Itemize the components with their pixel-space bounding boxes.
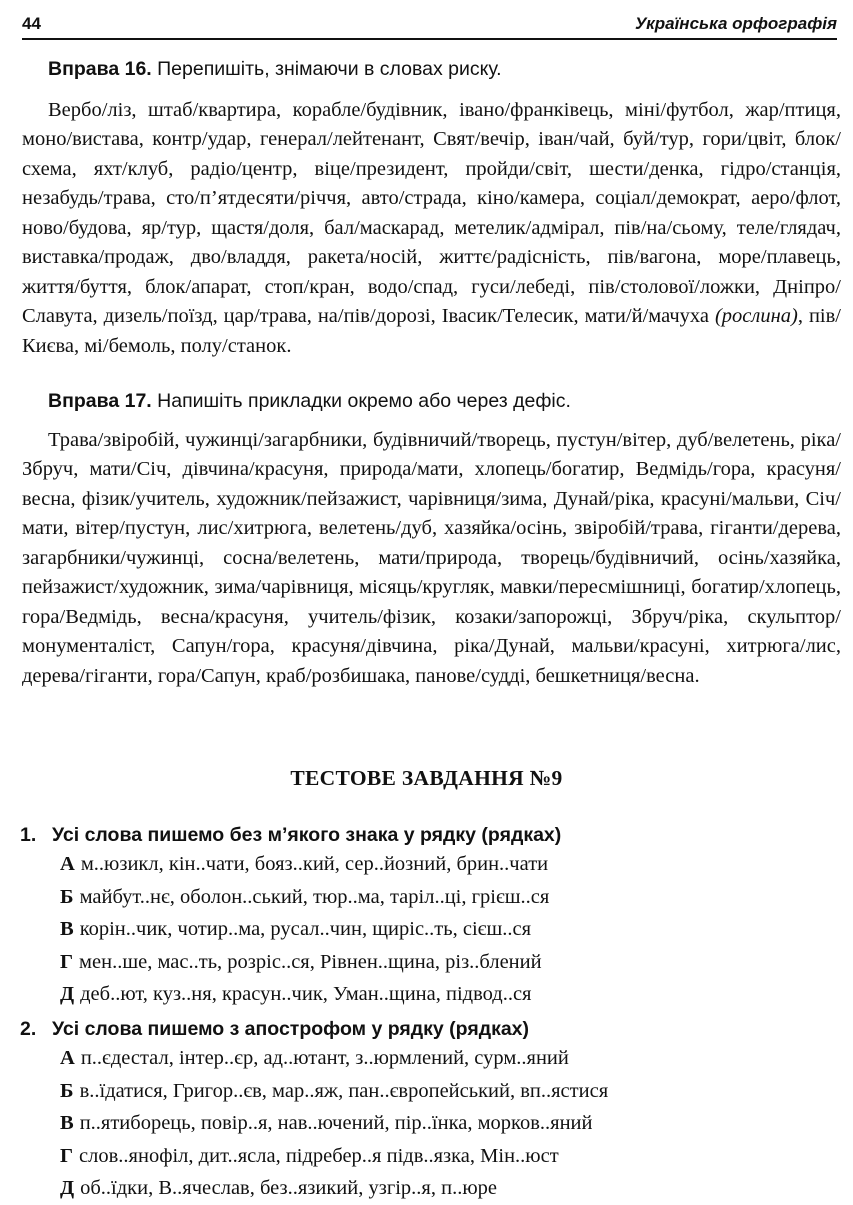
exercise-16-tail: , пів/Києва, мі/бемоль, полу/станок.: [22, 305, 841, 357]
exercise-17-label: Вправа 17.: [48, 390, 152, 412]
question-2-title: [20, 1016, 841, 1042]
option-letter: А: [60, 1047, 75, 1069]
option-letter: В: [60, 1112, 74, 1134]
exercise-17-instruction: Напишіть прикладки окремо або через дефіс.: [157, 390, 571, 412]
question-1-option-a: [60, 848, 841, 881]
test-title: ТЕСТОВЕ ЗАВДАННЯ №9: [290, 766, 563, 790]
option-text: об..їдки, В..ячеслав, без..язикий, узгір..я, п..юре: [80, 1177, 497, 1199]
page-number: 44: [22, 14, 41, 33]
option-letter: Б: [60, 885, 74, 908]
exercise-16-label: Вправа 16.: [48, 58, 152, 80]
test-question-1: [20, 822, 841, 1011]
option-text: мен..ше, мас..ть, розріс..ся, Рівнен..щина, різ..блений: [79, 950, 542, 973]
question-2-text: Усі слова пишемо з апострофом у рядку (рядках): [52, 1018, 530, 1040]
option-text: деб..ют, куз..ня, красун..чик, Уман..щина, підвод..ся: [80, 983, 532, 1005]
option-letter: А: [60, 853, 75, 875]
exercise-16-words: Вербо/ліз, штаб/квартира, корабле/будівник, івано/франківець, міні/футбол, жар/птиця, моно/вистава, контр/удар, генерал/лейтенант, Свят/вечір, іван/чай, буй/тур, гори/цвіт, блок/схема, яхт/клуб, радіо/центр, віце/президент, пройди/світ, шести/денка, гідро/станція, незабудь/трава, сто/п’ятдесяти/річчя, авто/страда, кіно/камера, соціал/демократ, аеро/флот, ново/будова, яр/тур, щастя/доля, бал/маскарад, метелик/адмірал, пів/на/сьому, теле/глядач, виставка/продаж, дво/владдя, ракета/носій, життє/радісність, пів/вагона, море/плавець, життя/буття, блок/апарат, стоп/кран, водо/спад, гуси/лебеді, пів/столової/ложки, Дніпро/Славута, дизель/поїзд, цар/трава, на/пів/дорозі, Івасик/Телесик, мати/й/мачуха: [22, 98, 841, 327]
question-2-option-d: [60, 1140, 841, 1173]
exercise-16-note: (рослина): [714, 305, 798, 327]
option-letter: Г: [60, 1144, 74, 1167]
exercise-16-text: [22, 96, 841, 362]
option-letter: Д: [60, 983, 75, 1005]
question-1-option-b: [60, 881, 841, 914]
option-letter: В: [60, 918, 74, 940]
option-text: м..юзикл, кін..чати, бояз..кий, сер..йозний, брин..чати: [80, 853, 549, 875]
exercise-17-text: [22, 426, 841, 692]
question-2-option-c: [60, 1107, 841, 1140]
question-1-title: [20, 822, 841, 848]
option-letter: Б: [60, 1079, 74, 1102]
option-text: п..ятиборець, повір..я, нав..ючений, пір..їнка, морков..яний: [79, 1112, 593, 1134]
running-title: Українська орфографія: [635, 14, 837, 33]
option-text: корін..чик, чотир..ма, русал..чин, щиріс..ть, сієш..ся: [79, 918, 532, 940]
question-1-option-e: [60, 978, 841, 1011]
option-letter: Д: [60, 1177, 75, 1199]
option-text: слов..янофіл, дит..ясла, підребер..я підв..язка, Мін..юст: [79, 1144, 559, 1167]
question-2-option-b: [60, 1075, 841, 1108]
option-letter: Г: [60, 950, 74, 973]
exercise-16-heading: [48, 56, 833, 82]
exercise-17-heading: [48, 388, 833, 414]
question-2-number: 2.: [20, 1018, 37, 1040]
question-1-text: Усі слова пишемо без м’якого знака у рядку (рядках): [52, 824, 562, 846]
question-1-number: 1.: [20, 824, 37, 846]
exercise-17-words: Трава/звіробій, чужинці/загарбники, будівничий/творець, пустун/вітер, дуб/велетень, ріка/Збруч, мати/Січ, дівчина/красуня, природа/мати, хлопець/богатир, Ведмідь/гора, красуня/весна, фізик/учитель, художник/пейзажист, чарівниця/зима, Дунай/ріка, красуні/мальви, Січ/мати, вітер/пустун, лис/хитрюга, велетень/дуб, хазяйка/осінь, звіробій/трава, гіганти/дерева, загарбники/чужинці, сосна/велетень, мати/природа, творець/будівничий, осінь/хазяйка, пейзажист/художник, зима/чарівниця, місяць/кругляк, мавки/пересмішниці, богатир/хлопець, гора/Ведмідь, весна/красуня, учитель/фізик, козаки/запорожці, Збруч/ріка, скульптор/монументаліст, Сапун/гора, красуня/дівчина, ріка/Дунай, мальви/красуні, хитрюга/лис, дерева/гіганти, гора/Сапун, краб/розбишака, панове/судді, бешкетниця/весна.: [22, 428, 841, 687]
question-2-option-a: [60, 1042, 841, 1075]
question-1-option-c: [60, 913, 841, 946]
page-header: [22, 8, 837, 40]
option-text: п..єдестал, інтер..єр, ад..ютант, з..юрмлений, сурм..яний: [80, 1047, 569, 1069]
option-text: в..їдатися, Григор..єв, мар..яж, пан..європейський, вп..ястися: [79, 1079, 609, 1102]
exercise-16-instruction: Перепишіть, знімаючи в словах риску.: [157, 58, 502, 80]
question-1-option-d: [60, 946, 841, 979]
option-text: майбут..нє, оболон..ський, тюр..ма, таріл..ці, грієш..ся: [79, 885, 550, 908]
test-question-2: [20, 1016, 841, 1205]
